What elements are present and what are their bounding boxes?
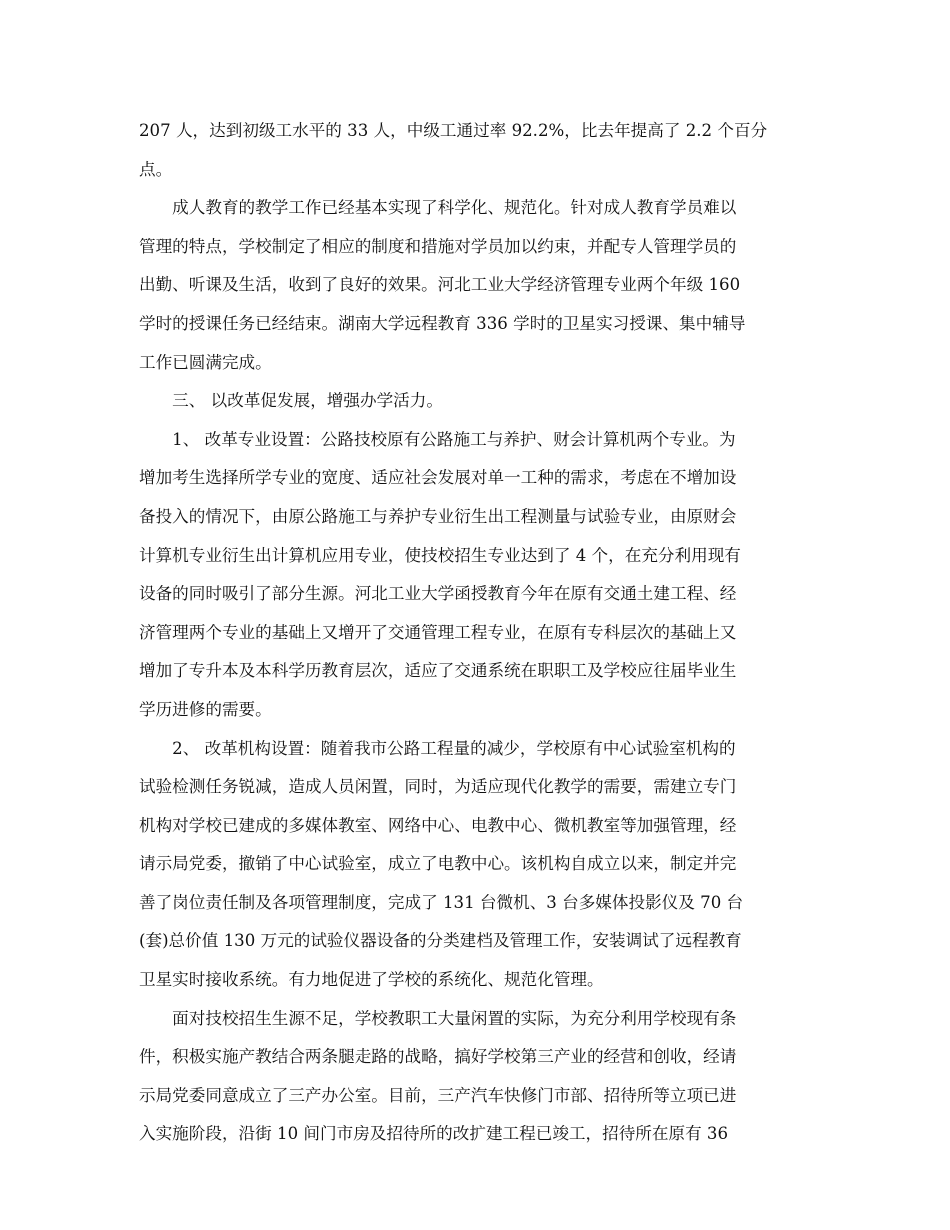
- text-line: 成人教育的教学工作已经基本实现了科学化、规范化。针对成人教育学员难以: [139, 198, 737, 218]
- text-line: 试验检测任务锐减，造成人员闲置，同时，为适应现代化教学的需要，需建立专门: [139, 777, 737, 797]
- text-line: (套)总价值 130 万元的试验仪器设备的分类建档及管理工作，安装调试了远程教育: [139, 931, 742, 951]
- section-heading: 三、 以改革促发展，增强办学活力。: [139, 391, 443, 411]
- text-line: 出勤、听课及生活，收到了良好的效果。河北工业大学经济管理专业两个年级 160: [139, 275, 741, 295]
- text-line: 管理的特点，学校制定了相应的制度和措施对学员加以约束，并配专人管理学员的: [139, 236, 737, 256]
- text-line: 备投入的情况下，由原公路施工与养护专业衍生出工程测量与试验专业，由原财会: [139, 506, 737, 526]
- document-page: [139, 112, 811, 1154]
- text-line: 面对技校招生生源不足，学校教职工大量闲置的实际，为充分利用学校现有条: [139, 1008, 737, 1028]
- text-line: 207 人，达到初级工水平的 33 人，中级工通过率 92.2%，比去年提高了 2.2 个百分: [139, 121, 768, 140]
- text-line: 增加了专升本及本科学历教育层次，适应了交通系统在职职工及学校应往届毕业生: [139, 661, 737, 681]
- text-line: 工作已圆满完成。: [139, 352, 272, 372]
- text-line: 件，积极实施产教结合两条腿走路的战略，搞好学校第三产业的经营和创收，经请: [139, 1047, 737, 1067]
- text-line: 增加考生选择所学专业的宽度、适应社会发展对单一工种的需求，考虑在不增加设: [139, 468, 737, 488]
- text-line: 1、 改革专业设置：公路技校原有公路施工与养护、财会计算机两个专业。为: [139, 429, 736, 449]
- text-line: 请示局党委，撤销了中心试验室，成立了电教中心。该机构自成立以来，制定并完: [139, 854, 737, 874]
- text-line: 机构对学校已建成的多媒体教室、网络中心、电教中心、微机教室等加强管理，经: [139, 815, 737, 835]
- text-line: 计算机专业衍生出计算机应用专业，使技校招生专业达到了 4 个，在充分利用现有: [139, 545, 741, 565]
- text-line: 示局党委同意成立了三产办公室。目前，三产汽车快修门市部、招待所等立项已进: [139, 1085, 737, 1105]
- text-line: 设备的同时吸引了部分生源。河北工业大学函授教育今年在原有交通土建工程、经: [139, 584, 737, 604]
- text-line: 善了岗位责任制及各项管理制度，完成了 131 台微机、3 台多媒体投影仪及 70 台: [139, 892, 744, 912]
- text-line: 学历进修的需要。: [139, 699, 272, 719]
- text-line: 点。: [139, 159, 173, 179]
- text-line: 卫星实时接收系统。有力地促进了学校的系统化、规范化管理。: [139, 970, 604, 990]
- text-line: 2、 改革机构设置：随着我市公路工程量的减少，学校原有中心试验室机构的: [139, 738, 736, 758]
- text-line: 济管理两个专业的基础上又增开了交通管理工程专业，在原有专科层次的基础上又: [139, 622, 737, 642]
- text-line: 入实施阶段，沿街 10 间门市房及招待所的改扩建工程已竣工，招待所在原有 36: [139, 1124, 729, 1144]
- text-line: 学时的授课任务已经结束。湖南大学远程教育 336 学时的卫星实习授课、集中辅导: [139, 313, 746, 333]
